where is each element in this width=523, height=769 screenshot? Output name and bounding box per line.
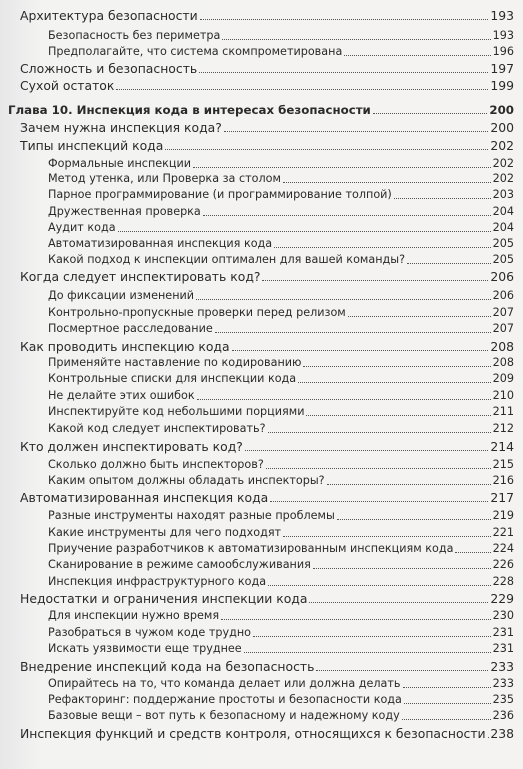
- toc-page-number: 205: [492, 253, 514, 266]
- toc-entry-title: Дружественная проверка: [48, 205, 201, 218]
- toc-entry: [48, 221, 514, 235]
- toc-entry-title: Приучение разработчиков к автоматизированным инспекциям кода: [48, 542, 454, 555]
- toc-entry: [48, 405, 514, 419]
- toc-page-number: 230: [492, 609, 514, 622]
- toc-entry: [48, 575, 514, 589]
- toc-page-number: 199: [490, 78, 514, 93]
- toc-entry-title: Посмертное расследование: [48, 322, 213, 335]
- toc-page-number: 238: [490, 726, 514, 741]
- toc-entry-title: До фиксации изменений: [48, 289, 195, 302]
- toc-entry-title: Какой код следует инспектировать?: [48, 422, 266, 435]
- toc-page-number: 196: [492, 45, 514, 58]
- toc-entry-title: Контрольные списки для инспекции кода: [48, 372, 297, 385]
- toc-entry: [48, 526, 514, 540]
- dot-leader: [215, 331, 491, 333]
- dot-leader: [407, 262, 491, 264]
- toc-entry: [48, 29, 514, 43]
- dot-leader: [244, 651, 491, 653]
- toc-entry: [20, 491, 514, 505]
- dot-leader: [266, 467, 491, 469]
- dot-leader: [199, 71, 488, 73]
- toc-page-number: 202: [490, 138, 514, 153]
- toc-page-number: 235: [492, 693, 514, 706]
- toc-entry-title: Разные инструменты находят разные проблемы: [48, 509, 335, 522]
- toc-entry-title: Предполагайте, что система скомпрометирована: [48, 45, 343, 58]
- toc-page-number: 216: [492, 474, 514, 487]
- toc-entry: [48, 558, 514, 572]
- dot-leader: [165, 148, 488, 150]
- dot-leader: [116, 88, 488, 90]
- toc-entry: [48, 253, 514, 267]
- dot-leader: [344, 54, 490, 56]
- dot-leader: [253, 635, 491, 637]
- toc-entry: [48, 389, 514, 403]
- toc-page-number: 219: [492, 509, 514, 522]
- toc-entry: [48, 289, 514, 303]
- toc-entry: [48, 609, 514, 623]
- toc-entry-title: Автоматизированная инспекция кода: [20, 490, 269, 505]
- toc-entry: [48, 356, 514, 370]
- toc-entry: [20, 440, 514, 454]
- toc-entry-title: Инспекция функций и средств контроля, относящихся к безопасности: [20, 726, 486, 741]
- dot-leader: [394, 197, 491, 199]
- toc-entry-title: Глава 10. Инспекция кода в интересах безопасности: [8, 103, 371, 117]
- toc-entry-title: Искать уязвимости еще труднее: [48, 642, 242, 655]
- toc-page-number: 205: [492, 237, 514, 250]
- toc-page-number: 202: [492, 172, 514, 185]
- dot-leader: [200, 18, 489, 20]
- toc-entry: [48, 205, 514, 219]
- dot-leader: [403, 686, 491, 688]
- toc-page-number: 233: [490, 659, 514, 674]
- toc-entry: [20, 592, 514, 606]
- toc-entry-title: Инспектируйте код небольшими порциями: [48, 405, 305, 418]
- toc-entry: [48, 474, 514, 488]
- toc-entry: [20, 340, 514, 354]
- toc-page-number: 231: [492, 642, 514, 655]
- toc-entry: [20, 62, 514, 76]
- toc-page-number: 207: [492, 322, 514, 335]
- toc-entry: [20, 727, 514, 741]
- dot-leader: [348, 315, 491, 317]
- toc-entry-title: Каким опытом должны обладать инспекторы?: [48, 474, 325, 487]
- toc-page-number: 231: [492, 626, 514, 639]
- toc-entry: [48, 322, 514, 336]
- toc-entry-title: Метод утенка, или Проверка за столом: [48, 172, 281, 185]
- toc-entry-title: Парное программирование (и программирование толпой): [48, 188, 392, 201]
- toc-page-number: 221: [492, 526, 514, 539]
- toc-entry-title: Для инспекции нужно время: [48, 609, 220, 622]
- dot-leader: [337, 518, 491, 520]
- dot-leader: [268, 431, 491, 433]
- chapter-heading: [8, 103, 514, 117]
- toc-entry-title: Опирайтесь на то, что команда делает или должна делать: [48, 677, 401, 690]
- dot-leader: [402, 718, 491, 720]
- toc-page-number: 229: [490, 591, 514, 606]
- toc-entry-title: Безопасность без периметра: [48, 29, 221, 42]
- toc-entry: [48, 237, 514, 251]
- toc-entry: [48, 172, 514, 186]
- toc-page-number: 204: [492, 205, 514, 218]
- toc-entry: [48, 642, 514, 656]
- dot-leader: [270, 500, 488, 502]
- toc-entry-title: Рефакторинг: поддержание простоты и безопасности кода: [48, 693, 402, 706]
- toc-page-number: 233: [492, 677, 514, 690]
- toc-page-number: 236: [492, 709, 514, 722]
- toc-entry-title: Недостатки и ограничения инспекции кода: [20, 591, 308, 606]
- toc-entry-title: Когда следует инспектировать код?: [20, 269, 261, 284]
- toc-entry-title: Разобраться в чужом коде трудно: [48, 626, 252, 639]
- dot-leader: [309, 601, 488, 603]
- toc-entry: [20, 139, 514, 153]
- dot-leader: [196, 298, 491, 300]
- toc-entry-title: Инспекция инфраструктурного кода: [48, 575, 267, 588]
- toc-entry-title: Автоматизированная инспекция кода: [48, 237, 273, 250]
- toc-entry: [48, 306, 514, 320]
- toc-page-number: 211: [492, 405, 514, 418]
- toc-page-number: 203: [492, 188, 514, 201]
- dot-leader: [283, 181, 491, 183]
- dot-leader: [221, 618, 491, 620]
- dot-leader: [193, 166, 491, 168]
- dot-leader: [203, 214, 491, 216]
- toc-entry: [48, 157, 514, 171]
- toc-page-number: 193: [490, 8, 514, 23]
- dot-leader: [222, 38, 490, 40]
- dot-leader: [274, 246, 491, 248]
- toc-entry-title: Формальные инспекции: [48, 157, 192, 170]
- toc-entry-title: Применяйте наставление по кодированию: [48, 356, 302, 369]
- toc-entry-title: Аудит кода: [48, 221, 116, 234]
- toc-entry-title: Контрольно-пропускные проверки перед релизом: [48, 306, 346, 319]
- toc-entry: [48, 542, 514, 556]
- dot-leader: [306, 414, 490, 416]
- toc-page-number: 204: [492, 221, 514, 234]
- dot-leader: [303, 365, 490, 367]
- toc-entry: [48, 709, 514, 723]
- toc-entry-title: Сканирование в режиме самообслуживания: [48, 558, 311, 571]
- toc-page-number: 228: [492, 575, 514, 588]
- dot-leader: [224, 130, 488, 132]
- toc-entry: [48, 677, 514, 691]
- toc-entry-title: Сухой остаток: [20, 78, 115, 93]
- toc-entry-title: Архитектура безопасности: [20, 8, 198, 23]
- toc-page-number: 193: [492, 29, 514, 42]
- dot-leader: [268, 584, 491, 586]
- toc-entry: [20, 9, 514, 23]
- dot-leader: [455, 551, 490, 553]
- toc-entry-title: Внедрение инспекций кода на безопасность: [20, 659, 315, 674]
- toc-entry-title: Как проводить инспекцию кода: [20, 339, 230, 354]
- toc-entry: [48, 458, 514, 472]
- toc-page-number: 206: [490, 269, 514, 284]
- toc-page-number: 214: [490, 439, 514, 454]
- dot-leader: [327, 483, 491, 485]
- toc-page-number: 226: [492, 558, 514, 571]
- toc-entry: [48, 45, 514, 59]
- toc-entry: [48, 188, 514, 202]
- toc-entry: [20, 121, 514, 135]
- dot-leader: [316, 669, 488, 671]
- toc-entry: [20, 270, 514, 284]
- toc-entry-title: Зачем нужна инспекция кода?: [20, 120, 222, 135]
- toc-entry: [20, 660, 514, 674]
- dot-leader: [118, 230, 491, 232]
- toc-page-number: 210: [492, 389, 514, 402]
- toc-entry-title: Базовые вещи – вот путь к безопасному и надежному коду: [48, 709, 400, 722]
- dot-leader: [262, 279, 488, 281]
- dot-leader: [232, 349, 489, 351]
- toc-entry: [48, 509, 514, 523]
- toc-page-number: 215: [492, 458, 514, 471]
- toc-page-number: 202: [492, 157, 514, 170]
- toc-page-number: 208: [492, 356, 514, 369]
- toc-page-number: 208: [490, 339, 514, 354]
- toc-page-number: 212: [492, 422, 514, 435]
- dot-leader: [197, 398, 491, 400]
- dot-leader: [488, 736, 489, 738]
- toc-entry: [48, 693, 514, 707]
- toc-page-number: 209: [492, 372, 514, 385]
- dot-leader: [245, 449, 488, 451]
- toc-page-number: 217: [490, 490, 514, 505]
- toc-page-number: 200: [489, 103, 514, 117]
- toc-entry-title: Кто должен инспектировать код?: [20, 439, 243, 454]
- toc-entry: [48, 372, 514, 386]
- toc-entry-title: Сколько должно быть инспекторов?: [48, 458, 264, 471]
- dot-leader: [404, 702, 491, 704]
- toc-page-number: 197: [490, 61, 514, 76]
- toc-page-number: 206: [492, 289, 514, 302]
- toc-entry-title: Какой подход к инспекции оптимален для вашей команды?: [48, 253, 406, 266]
- toc-entry: [48, 422, 514, 436]
- toc-page-number: 200: [490, 120, 514, 135]
- dot-leader: [313, 567, 491, 569]
- toc-page-number: 207: [492, 306, 514, 319]
- toc-entry-title: Типы инспекций кода: [20, 138, 164, 153]
- dot-leader: [373, 112, 488, 114]
- toc-entry-title: Какие инструменты для чего подходят: [48, 526, 282, 539]
- toc-entry-title: Сложность и безопасность: [20, 61, 198, 76]
- toc-entry: [48, 626, 514, 640]
- toc-entry-title: Не делайте этих ошибок: [48, 389, 195, 402]
- dot-leader: [283, 535, 491, 537]
- toc-page-number: 224: [492, 542, 514, 555]
- toc-entry: [20, 79, 514, 93]
- dot-leader: [298, 381, 491, 383]
